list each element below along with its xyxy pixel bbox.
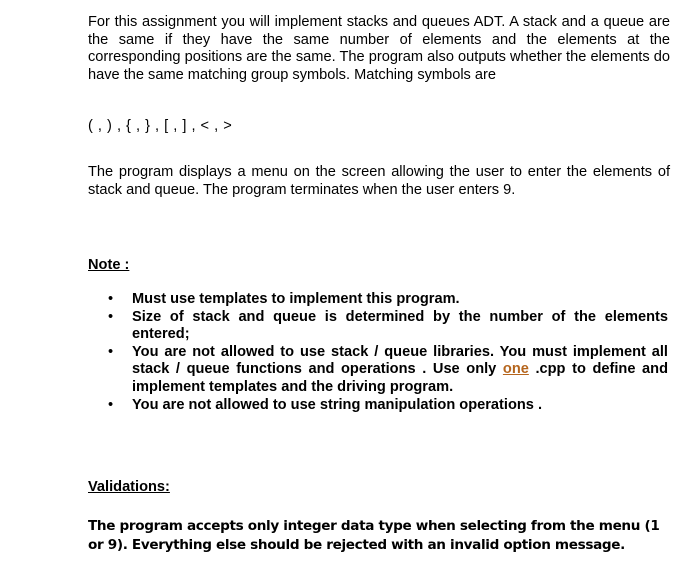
assignment-document xyxy=(88,14,670,553)
note-list xyxy=(108,291,668,414)
note-item-text: Size of stack and queue is determined by the number of the elements entered; xyxy=(132,308,668,343)
validations-heading: Validations: xyxy=(88,479,170,495)
note-item-text-before: You are not allowed to use stack / queue libraries. You must implement all stack / queue functions and operations . Use only xyxy=(132,343,668,378)
one-link[interactable]: one xyxy=(502,361,529,378)
bullet-icon: • xyxy=(108,343,114,360)
note-item-text: You are not allowed to use string manipulation operations . xyxy=(132,396,543,413)
bullet-icon: • xyxy=(108,308,114,325)
validations-text: The program accepts only integer data type when selecting from the menu (1 or 9). Everything else should be rejected with an invalid option message. xyxy=(88,518,660,553)
note-item-string-ops xyxy=(108,397,668,415)
bullet-icon: • xyxy=(108,396,114,413)
intro-paragraph: For this assignment you will implement stacks and queues ADT. A stack and a queue are the same if they have the same number of elements and the elements at the corresponding positions are the same. The program also outputs whether the elements do have the same matching group symbols. Matching symbols are xyxy=(88,14,670,83)
note-item-text: Must use templates to implement this program. xyxy=(132,291,460,307)
bullet-icon: • xyxy=(108,291,114,307)
note-item-templates xyxy=(108,291,668,309)
note-item-size xyxy=(108,309,668,344)
note-heading: Note : xyxy=(88,257,130,273)
note-item-libraries xyxy=(108,344,668,397)
note-item-text-after: .cpp to define and implement templates and the driving program. xyxy=(132,361,668,395)
menu-paragraph: The program displays a menu on the screen allowing the user to enter the elements of stack and queue. The program terminates when the user enters 9. xyxy=(88,164,670,198)
matching-symbols: ( , ) , { , } , [ , ] , < , > xyxy=(88,118,233,134)
